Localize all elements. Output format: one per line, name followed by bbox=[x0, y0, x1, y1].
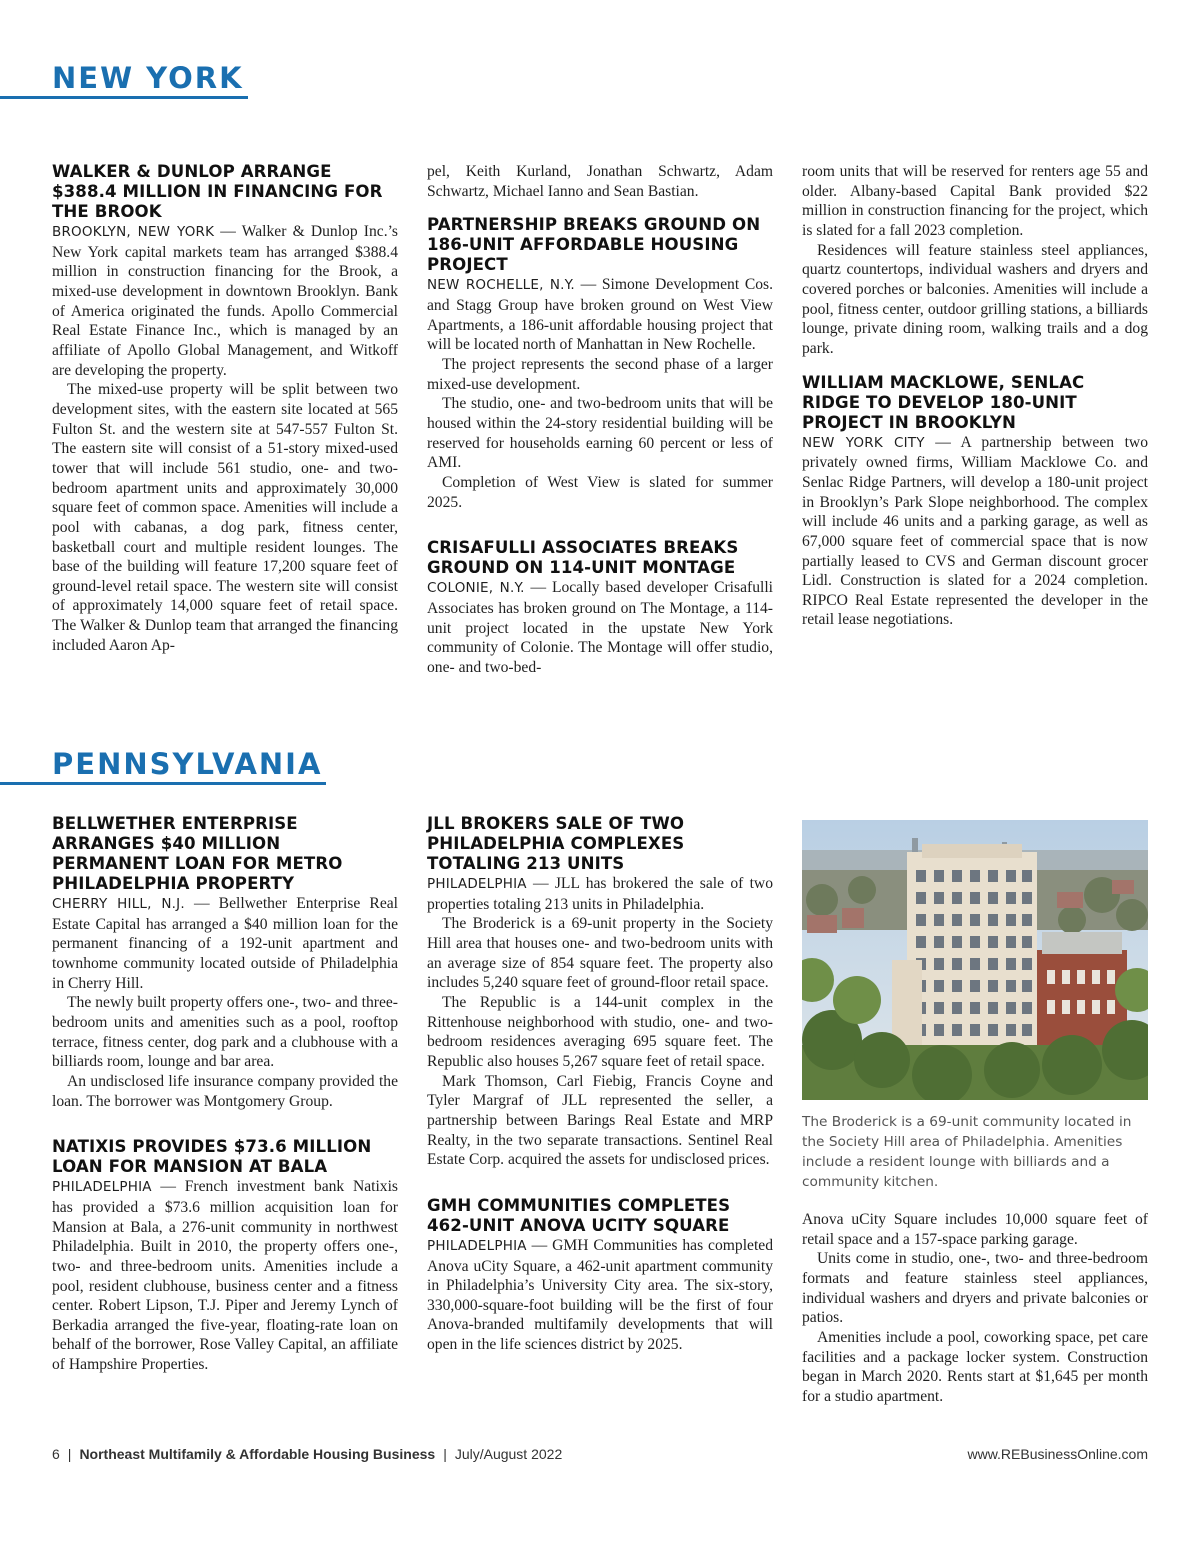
dateline: CHERRY HILL, N.J. bbox=[52, 896, 185, 912]
article-text: — Locally based developer Crisafulli Associates has broken ground on The Montage, a 114-unit project located in the upstate New York community of Colonie. The Montage will offer studio, one- and two-bed- bbox=[427, 579, 773, 676]
dateline: PHILADELPHIA bbox=[52, 1179, 152, 1196]
article-headline: WILLIAM MACKLOWE, SENLAC RIDGE TO DEVELOP 180-UNIT PROJECT IN BROOKLYN bbox=[802, 372, 1085, 432]
section-title: PENNSYLVANIA bbox=[52, 747, 323, 781]
article bbox=[427, 814, 773, 1170]
article-text: The Broderick is a 69-unit property in the Society Hill area that houses one- and two-bedroom units with an average size of 854 square feet. The property also includes 5,240 square feet of ground-floor retail space. bbox=[427, 915, 773, 992]
page-number: 6 bbox=[52, 1446, 60, 1462]
article-text: Residences will feature stainless steel appliances, quartz countertops, individual washers and dryers and covered porches or balconies. Amenities will include a pool, fitness center, outdoor grilling stations, a billiards lounge, private dining room, walking trails and a dog park. bbox=[802, 241, 1148, 357]
article-headline: CRISAFULLI ASSOCIATES BREAKS GROUND ON 114-UNIT MONTAGE bbox=[427, 538, 739, 578]
article-headline: WALKER & DUNLOP ARRANGE $388.4 MILLION IN FINANCING FOR THE BROOK bbox=[52, 162, 383, 221]
article-text: pel, Keith Kurland, Jonathan Schwartz, Adam Schwartz, Michael Ianno and Sean Bastian. bbox=[427, 163, 773, 200]
article-text: The mixed-use property will be split between two development sites, with the eastern site located at 565 Fulton St. and the western site at 547-557 Fulton St. The eastern site will consist of a 51-story mixed-used tower that will include 561 studio, one- and two-bedroom apartment units and approximately 30,000 square feet of common space. Amenities will include a pool with cabanas, a dog park, fitness center, basketball court and multiple resident lounges. The base of the building will feature 17,200 square feet of ground-level retail space. The western site will consist of approximately 14,000 square feet of retail space. The Walker & Dunlop team that arranged the financing included Aaron Ap- bbox=[52, 381, 398, 654]
article-headline: PARTNERSHIP BREAKS GROUND ON 186-UNIT AFFORDABLE HOUSING PROJECT bbox=[427, 215, 761, 275]
broderick-photo bbox=[802, 820, 1148, 1100]
article bbox=[52, 814, 398, 1111]
dateline: COLONIE, N.Y. bbox=[427, 580, 525, 597]
dateline: NEW ROCHELLE, N.Y. bbox=[427, 277, 575, 294]
article bbox=[52, 1137, 398, 1375]
article-text: The studio, one- and two-bedroom units that will be housed within the 24-story residential building will be reserved for households earning 60 percent or less of AMI. bbox=[427, 395, 773, 472]
article-text: Completion of West View is slated for summer 2025. bbox=[427, 473, 773, 511]
publication-name: Northeast Multifamily & Affordable Housing Business bbox=[79, 1446, 436, 1462]
dateline: PHILADELPHIA bbox=[427, 876, 527, 892]
article-text: — A partnership between two privately owned firms, William Macklowe Co. and Senlac Ridge Partners, will develop a 180-unit project in Brooklyn’s Park Slope neighborhood. The complex will include 46 units and a parking garage, as well as 67,000 square feet of commercial space that is now partially leased to CVS and German discount grocer Lidl. Construction is slated for a 2024 completion. RIPCO Real Estate represented the developer in the retail lease negotiations. bbox=[802, 433, 1148, 629]
pa-column-2 bbox=[427, 814, 773, 1367]
article-headline: GMH COMMUNITIES COMPLETES 462-UNIT ANOVA UCITY SQUARE bbox=[427, 1195, 731, 1235]
article bbox=[427, 1196, 773, 1355]
dateline: PHILADELPHIA bbox=[427, 1237, 527, 1254]
ny-column-2 bbox=[427, 162, 773, 689]
article bbox=[52, 162, 398, 655]
article-text: — GMH Communities has completed Anova uCity Square, a 462-unit apartment community in Philadelphia’s University City area. The six-story, 330,000-square-foot building will be the first of four Anova-branded multifamily developments that will open in the life sciences district by 2025. bbox=[427, 1236, 773, 1354]
ny-column-1 bbox=[52, 162, 398, 667]
article bbox=[427, 538, 773, 677]
article-text: Units come in studio, one-, two- and three-bedroom formats and feature stainless steel appliances, individual washers and dryers and private balconies or patios. bbox=[802, 1250, 1148, 1327]
article-headline: JLL BROKERS SALE OF TWO PHILADELPHIA COMPLEXES TOTALING 213 UNITS bbox=[427, 814, 685, 873]
article bbox=[802, 373, 1148, 631]
section-title: NEW YORK bbox=[52, 61, 244, 95]
ny-column-3 bbox=[802, 162, 1148, 642]
dateline: NEW YORK CITY bbox=[802, 434, 925, 451]
article-text: Mark Thomson, Carl Fiebig, Francis Coyne and Tyler Margraf of JLL represented the seller, a partnership between Barings Real Estate and MRP Realty, in the two separate transactions. Sentinel Real Estate Corp. acquired the assets for undisclosed prices. bbox=[427, 1072, 773, 1169]
website-link[interactable]: www.REBusinessOnline.com bbox=[967, 1446, 1148, 1462]
article-text: Amenities include a pool, coworking space, pet care facilities and a package locker system. Construction began in March 2020. Rents start at $1,645 per month for a studio apartment. bbox=[802, 1328, 1148, 1405]
article-text: — JLL has brokered the sale of two properties totaling 213 units in Philadelphia. bbox=[427, 875, 773, 913]
article-text: — French investment bank Natixis has provided a $73.6 million acquisition loan for Mansion at Bala, a 276-unit community in northwest Philadelphia. Built in 2010, the property offers one-, two- and three-bedroom units. Amenities include a pool, resident clubhouse, business center and a fitness center. Robert Lipson, T.J. Piper and Jeremy Lynch of Berkadia arranged the five-year, floating-rate loan on behalf of the borrower, Rose Valley Capital, an affiliate of Hampshire Properties. bbox=[52, 1178, 398, 1374]
article-text: The project represents the second phase of a larger mixed-use development. bbox=[427, 355, 773, 393]
pa-column-1 bbox=[52, 814, 398, 1387]
pa-column-3 bbox=[802, 1210, 1148, 1407]
photo-caption: The Broderick is a 69-unit community located in the Society Hill area of Philadelphia. Amenities include a resident lounge with billiards and a community kitchen. bbox=[802, 1114, 1132, 1190]
article bbox=[427, 215, 773, 512]
section-header-new-york bbox=[0, 60, 248, 99]
dateline: BROOKLYN, NEW YORK bbox=[52, 224, 215, 240]
article-headline: NATIXIS PROVIDES $73.6 MILLION LOAN FOR MANSION AT BALA bbox=[52, 1137, 372, 1177]
article-text: — Simone Development Cos. and Stagg Group have broken ground on West View Apartments, a 186-unit affordable housing project that will be located north of Manhattan in New Rochelle. bbox=[427, 276, 773, 354]
article-headline: BELLWETHER ENTERPRISE ARRANGES $40 MILLION PERMANENT LOAN FOR METRO PHILADELPHIA PROPERTY bbox=[52, 814, 343, 893]
section-header-pennsylvania bbox=[0, 746, 326, 785]
article-text: An undisclosed life insurance company provided the loan. The borrower was Montgomery Group. bbox=[52, 1072, 398, 1110]
article-text: Anova uCity Square includes 10,000 square feet of retail space and a 157-space parking garage. bbox=[802, 1211, 1148, 1248]
page-footer: 6 | Northeast Multifamily & Affordable Housing Business | July/August 2022 www.REBusinessOnline.com bbox=[52, 1446, 1148, 1462]
article-text: The Republic is a 144-unit complex in the Rittenhouse neighborhood with studio, one- and two-bedroom residences averaging 695 square feet. The Republic also houses 5,267 square feet of retail space. bbox=[427, 993, 773, 1070]
article-text: room units that will be reserved for renters age 55 and older. Albany-based Capital Bank provided $22 million in construction financing for the project, which is slated for a fall 2023 completion. bbox=[802, 163, 1148, 239]
section-rule bbox=[0, 782, 326, 785]
article-text: The newly built property offers one-, two- and three-bedroom units and amenities such as a pool, rooftop terrace, fitness center, dog park and a clubhouse with a billiards room, lounge and bar area. bbox=[52, 994, 398, 1071]
section-rule bbox=[0, 96, 248, 99]
article-text: — Bellwether Enterprise Real Estate Capital has arranged a $40 million loan for the permanent financing of a 192-unit apartment and townhome community located outside of Philadelphia in Cherry Hill. bbox=[52, 895, 398, 992]
article-text: — Walker & Dunlop Inc.’s New York capital markets team has arranged $388.4 million in construction financing for the Brook, a mixed-use development in downtown Brooklyn. Bank of America originated the funds. Apollo Commercial Real Estate Finance Inc., which is managed by an affiliate of Apollo Global Management, and Witkoff are developing the property. bbox=[52, 223, 398, 379]
issue-date: July/August 2022 bbox=[454, 1446, 563, 1462]
